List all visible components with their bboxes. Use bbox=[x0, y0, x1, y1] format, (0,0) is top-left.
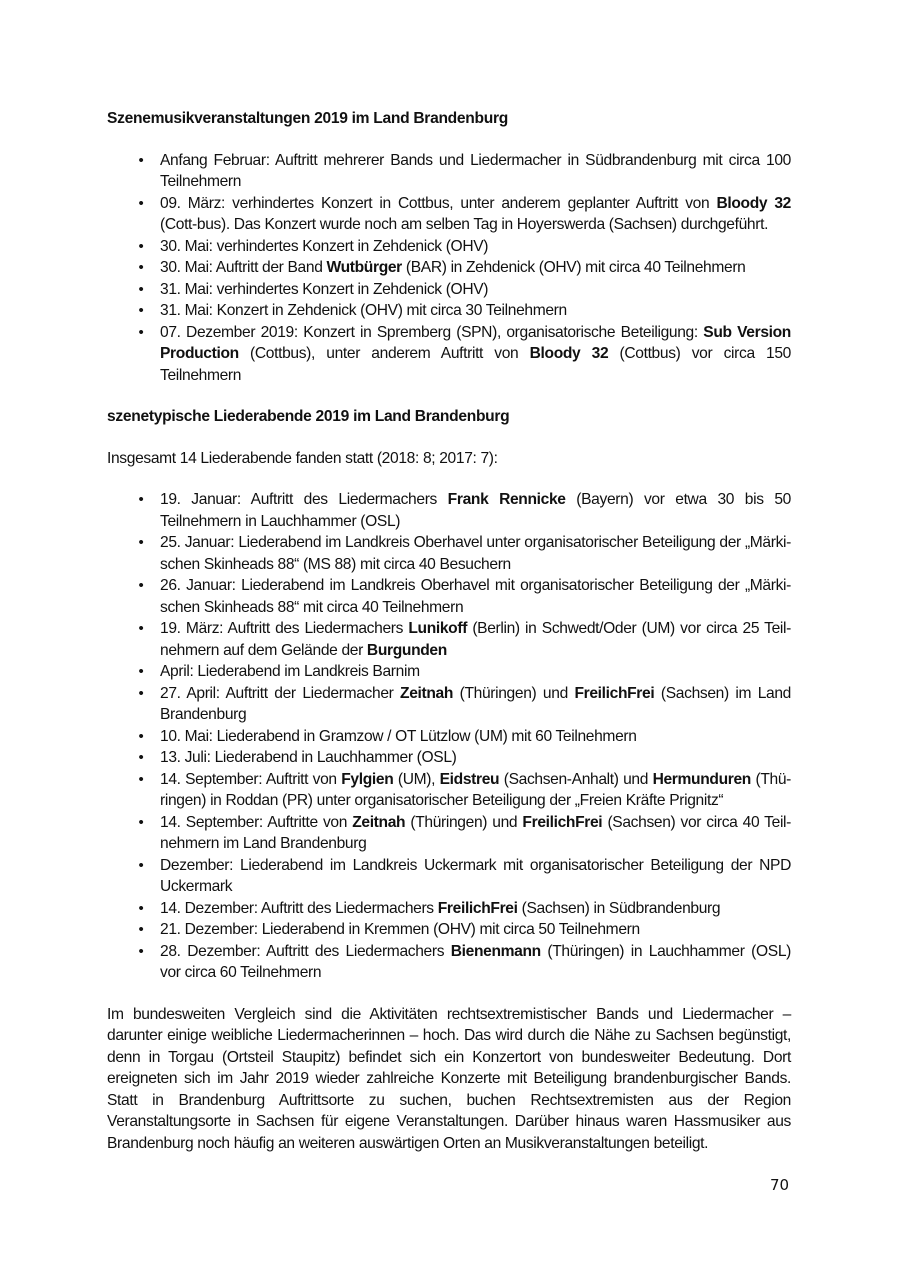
bold-name: Sub Version Production bbox=[160, 323, 791, 362]
text-run: 13. Juli: Liederabend in Lauchhammer (OSL) bbox=[160, 749, 457, 766]
text-run: 31. Mai: Konzert in Zehdenick (OHV) mit circa 30 Teilnehmern bbox=[160, 302, 567, 319]
bold-name: Hermunduren bbox=[652, 770, 751, 788]
bullet-icon: • bbox=[138, 813, 144, 831]
text-run: 14. September: Auftritt von bbox=[160, 770, 342, 788]
list-item bbox=[107, 941, 791, 984]
list-item bbox=[107, 812, 791, 855]
list-item-text bbox=[160, 857, 791, 896]
bullet-icon: • bbox=[138, 921, 144, 938]
bullet-icon: • bbox=[138, 727, 144, 745]
bullet-icon: • bbox=[138, 534, 144, 551]
list-item-text bbox=[160, 620, 791, 659]
bullet-icon: • bbox=[138, 942, 144, 960]
text-run: 10. Mai: Liederabend in Gramzow / OT Lützlow (UM) mit 60 Teilnehmern bbox=[160, 727, 637, 745]
list-item-text bbox=[160, 685, 791, 724]
text-run: (Bayern) vor etwa 30 bis 50 Teilnehmern in Lauchhammer (OSL) bbox=[160, 491, 792, 530]
text-run: 31. Mai: verhindertes Konzert in Zehdenick (OHV) bbox=[160, 280, 489, 298]
list-item-text bbox=[160, 195, 791, 234]
text-run: 30. Mai: Auftritt der Band bbox=[160, 259, 327, 276]
bullet-icon: • bbox=[138, 302, 144, 319]
list-item bbox=[107, 683, 791, 726]
text-run: (Sachsen) vor circa 40 Teil-nehmern im Land Brandenburg bbox=[160, 813, 792, 852]
text-run: (Thüringen) in Lauchhammer (OSL) vor circa 60 Teilnehmern bbox=[160, 942, 791, 981]
bullet-icon: • bbox=[138, 856, 144, 874]
text-run: (Thüringen) und bbox=[453, 684, 575, 702]
bullet-icon: • bbox=[138, 194, 144, 212]
list-item bbox=[107, 726, 791, 748]
list-item bbox=[107, 919, 791, 941]
list-item-text bbox=[160, 663, 420, 680]
list-item-text bbox=[160, 577, 791, 616]
bullet-icon: • bbox=[138, 770, 144, 788]
text-run: 14. September: Auftritte von bbox=[160, 813, 353, 831]
bold-name: Zeitnah bbox=[400, 684, 454, 702]
list-item bbox=[107, 769, 791, 812]
bullet-icon: • bbox=[138, 899, 144, 917]
bullet-icon: • bbox=[138, 577, 144, 594]
section-heading-szenemusik: Szenemusikveranstaltungen 2019 im Land Brandenburg bbox=[107, 110, 508, 127]
text-run: 26. Januar: Liederabend im Landkreis Oberhavel mit organisatorischer Beteiligung der „Märki-schen Skinheads 88“ mit circa 40 Teilnehmern bbox=[160, 577, 791, 616]
list-item-text bbox=[160, 943, 791, 982]
list-item-text bbox=[160, 771, 791, 810]
bold-name: Wutbürger bbox=[326, 259, 402, 276]
text-run: 07. Dezember 2019: Konzert in Spremberg (SPN), organisatorische Beteiligung: bbox=[160, 323, 704, 341]
liederabende-list bbox=[107, 489, 791, 984]
list-item bbox=[107, 489, 791, 532]
list-item bbox=[107, 855, 791, 898]
list-item bbox=[107, 618, 791, 661]
text-run: (Berlin) in Schwedt/Oder (UM) vor circa 25 Teil-nehmern auf dem Gelände der bbox=[160, 620, 791, 659]
text-run: 25. Januar: Liederabend im Landkreis Oberhavel unter organisatorischer Beteiligung der „Märki-schen Skinheads 88“ (MS 88) mit circa 40 Besuchern bbox=[160, 534, 791, 573]
list-item-text bbox=[160, 814, 791, 853]
bold-name: Fylgien bbox=[341, 770, 394, 788]
text-run: 14. Dezember: Auftritt des Liedermachers bbox=[160, 899, 438, 917]
text-run: 30. Mai: verhindertes Konzert in Zehdenick (OHV) bbox=[160, 237, 489, 255]
list-item bbox=[107, 150, 791, 193]
bullet-icon: • bbox=[138, 663, 144, 680]
list-item-text bbox=[160, 259, 746, 276]
text-run: (Thü-ringen) in Roddan (PR) unter organisatorischer Beteiligung der „Freien Kräfte Prignitz“ bbox=[160, 770, 791, 809]
text-run: April: Liederabend im Landkreis Barnim bbox=[160, 663, 420, 680]
bold-name: Bloody 32 bbox=[529, 345, 609, 362]
list-item-text bbox=[160, 281, 488, 298]
text-run: (BAR) in Zehdenick (OHV) mit circa 40 Teilnehmern bbox=[401, 259, 746, 276]
text-run: (Sachsen) im Land Brandenburg bbox=[160, 684, 791, 723]
page-content bbox=[107, 108, 791, 1154]
bold-name: FreilichFrei bbox=[574, 684, 655, 702]
text-run: 21. Dezember: Liederabend in Kremmen (OHV) mit circa 50 Teilnehmern bbox=[160, 921, 640, 938]
bold-name: Bienenmann bbox=[450, 942, 541, 960]
text-run: Dezember: Liederabend im Landkreis Uckermark mit organisatorischer Beteiligung der NPD Uckermark bbox=[160, 856, 791, 895]
bullet-icon: • bbox=[138, 491, 144, 508]
list-item bbox=[107, 747, 791, 769]
text-run: (Cottbus) vor circa 150 Teilnehmern bbox=[160, 345, 791, 384]
text-run: 09. März: verhindertes Konzert in Cottbus, unter anderem geplanter Auftritt von bbox=[160, 194, 717, 212]
list-item bbox=[107, 193, 791, 236]
bullet-icon: • bbox=[138, 280, 144, 298]
bullet-icon: • bbox=[138, 151, 144, 169]
list-item bbox=[107, 279, 791, 301]
summary-paragraph: Im bundesweiten Vergleich sind die Aktivitäten rechtsextremistischer Bands und Liedermacher – darunter einige weibliche Liedermacherinnen – hoch. Das wird durch die Nähe zu Sachsen begünstigt, denn in Torgau (Ortsteil Staupitz) befindet sich ein Konzertort von bundesweiter Bedeutung. Dort ereigneten sich im Jahr 2019 wieder zahlreiche Konzerte mit Beteiligung brandenburgischer Bands. Statt in Brandenburg Auftrittsorte zu suchen, buchen Rechtsextremisten aus der Region Veranstaltungsorte in Sachsen für eigene Veranstaltungen. Darüber hinaus waren Hassmusiker aus Brandenburg noch häufig an weiteren auswärtigen Orten an Musikveranstaltungen beteiligt. bbox=[107, 1005, 791, 1152]
text-run: (Cottbus), unter anderem Auftritt von bbox=[238, 345, 530, 362]
list-item bbox=[107, 236, 791, 258]
list-item-text bbox=[160, 534, 791, 573]
list-item-text bbox=[160, 921, 640, 938]
list-item bbox=[107, 322, 791, 387]
bullet-icon: • bbox=[138, 684, 144, 702]
list-item-text bbox=[160, 152, 791, 191]
liederabende-intro: Insgesamt 14 Liederabende fanden statt (2018: 8; 2017: 7): bbox=[107, 449, 498, 467]
list-item-text bbox=[160, 491, 791, 530]
bullet-icon: • bbox=[138, 237, 144, 255]
bullet-icon: • bbox=[138, 259, 144, 276]
section-heading-liederabende: szenetypische Liederabende 2019 im Land Brandenburg bbox=[107, 408, 510, 425]
text-run: (Thüringen) und bbox=[405, 813, 523, 831]
list-item bbox=[107, 300, 791, 322]
concert-list bbox=[107, 150, 791, 387]
list-item bbox=[107, 661, 791, 683]
bullet-icon: • bbox=[138, 323, 144, 341]
text-run: (Cott-bus). Das Konzert wurde noch am selben Tag in Hoyerswerda (Sachsen) durchgeführt. bbox=[160, 216, 769, 233]
list-item-text bbox=[160, 749, 456, 766]
list-item bbox=[107, 257, 791, 279]
text-run: 28. Dezember: Auftritt des Liedermachers bbox=[160, 942, 451, 960]
bullet-icon: • bbox=[138, 620, 144, 637]
list-item-text bbox=[160, 302, 567, 319]
page-number: 70 bbox=[770, 1176, 790, 1194]
list-item-text bbox=[160, 728, 637, 745]
bold-name: Lunikoff bbox=[408, 620, 468, 637]
text-run: Anfang Februar: Auftritt mehrerer Bands und Liedermacher in Südbrandenburg mit circa 100 Teilnehmern bbox=[160, 151, 791, 190]
list-item-text bbox=[160, 238, 488, 255]
list-item bbox=[107, 532, 791, 575]
bullet-icon: • bbox=[138, 749, 144, 766]
bold-name: Frank Rennicke bbox=[447, 491, 566, 508]
bold-name: Burgunden bbox=[366, 641, 447, 659]
list-item bbox=[107, 575, 791, 618]
bold-name: FreilichFrei bbox=[522, 813, 603, 831]
bold-name: Bloody 32 bbox=[716, 194, 791, 212]
text-run: (UM), bbox=[393, 770, 440, 788]
text-run: 19. März: Auftritt des Liedermachers bbox=[160, 620, 409, 637]
bold-name: Eidstreu bbox=[439, 770, 500, 788]
list-item-text bbox=[160, 900, 720, 917]
bold-name: Zeitnah bbox=[352, 813, 406, 831]
list-item-text bbox=[160, 324, 791, 384]
text-run: (Sachsen-Anhalt) und bbox=[499, 770, 653, 788]
bold-name: FreilichFrei bbox=[437, 899, 518, 917]
list-item bbox=[107, 898, 791, 920]
text-run: 27. April: Auftritt der Liedermacher bbox=[160, 684, 401, 702]
text-run: 19. Januar: Auftritt des Liedermachers bbox=[160, 491, 448, 508]
text-run: (Sachsen) in Südbrandenburg bbox=[517, 899, 721, 917]
